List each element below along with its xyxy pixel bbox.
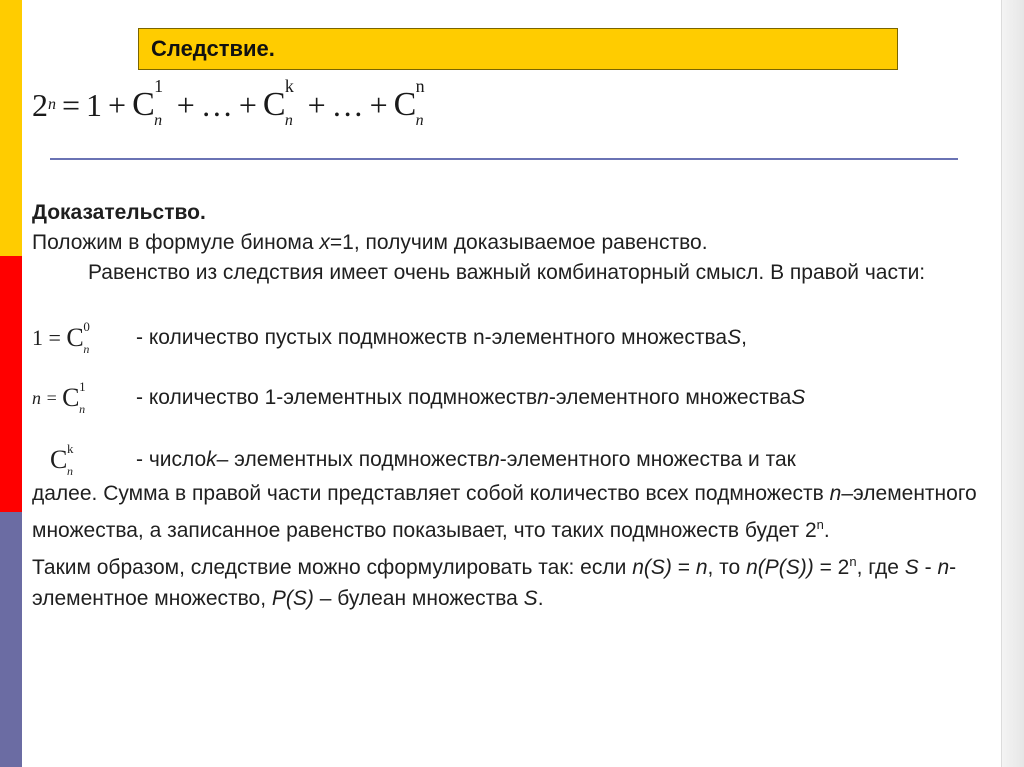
formula-eq: = [62, 86, 81, 123]
left-stripe-red [0, 256, 22, 512]
formula-dots: … [200, 86, 233, 123]
section-divider [50, 158, 958, 160]
formula-plus: + [108, 86, 127, 123]
formula-dots: … [331, 86, 364, 123]
item-one-element-subsets: n = C 1 n - количество 1-элементных подмножеств n -элементного множества S [32, 379, 806, 416]
binom-c1: C 1 n [132, 76, 164, 129]
formula-lhs-exp: n [48, 96, 56, 113]
proof-title: Доказательство. [32, 201, 206, 224]
formula-plus: + [176, 86, 195, 123]
binom-cn: C n n [393, 76, 425, 129]
formula-c-n-1: n = C 1 n [32, 379, 86, 416]
left-stripe-yellow [0, 0, 22, 256]
binom-ck: C k n [262, 76, 294, 129]
formula-lhs-base: 2 [32, 86, 48, 123]
formula-plus: + [238, 86, 257, 123]
formula-c-n-k: C k n [50, 441, 74, 478]
corollary-title: Следствие. [151, 36, 275, 61]
left-stripe-purple [0, 512, 22, 767]
paragraph-sum-meaning: далее. Сумма в правой части представляет собой количество всех подмножеств n–элементного множества, а записанное равенство показывает, что таких подмножеств будет 2$^n$. Таким образом, следствие можно сформулировать так: если n(S) = n, то $n(P(S)) = 2^n$, где S - n-элементное множество, P(S) – булеан множества S. [32, 482, 977, 610]
formula-plus: + [369, 86, 388, 123]
right-edge-shade [1001, 0, 1024, 767]
formula-plus: + [307, 86, 326, 123]
proof-line-1: Положим в формуле бинома x=1, получим доказываемое равенство. [32, 231, 708, 254]
corollary-title-box [138, 28, 898, 70]
item-empty-subsets: 1 = C 0 n - количество пустых подмножеств n-элементного множества S , [32, 319, 747, 356]
proof-block [32, 198, 982, 288]
item-k-element-subsets: C k n - число k – элементных подмножеств n -элементного множества и так [32, 440, 796, 480]
paragraph-conclusion: Таким образом, следствие можно сформулировать так: если n(S) = n, то $n(P(S)) = 2^n$, где S - n-элементное множество, P(S) – булеан множества S. [32, 554, 957, 610]
main-formula [32, 76, 432, 130]
formula-c-n-0: 1 = C 0 n [32, 319, 90, 356]
formula-one: 1 [86, 86, 103, 123]
proof-line-2: Равенство из следствия имеет очень важный комбинаторный смысл. В правой части: [88, 261, 926, 284]
